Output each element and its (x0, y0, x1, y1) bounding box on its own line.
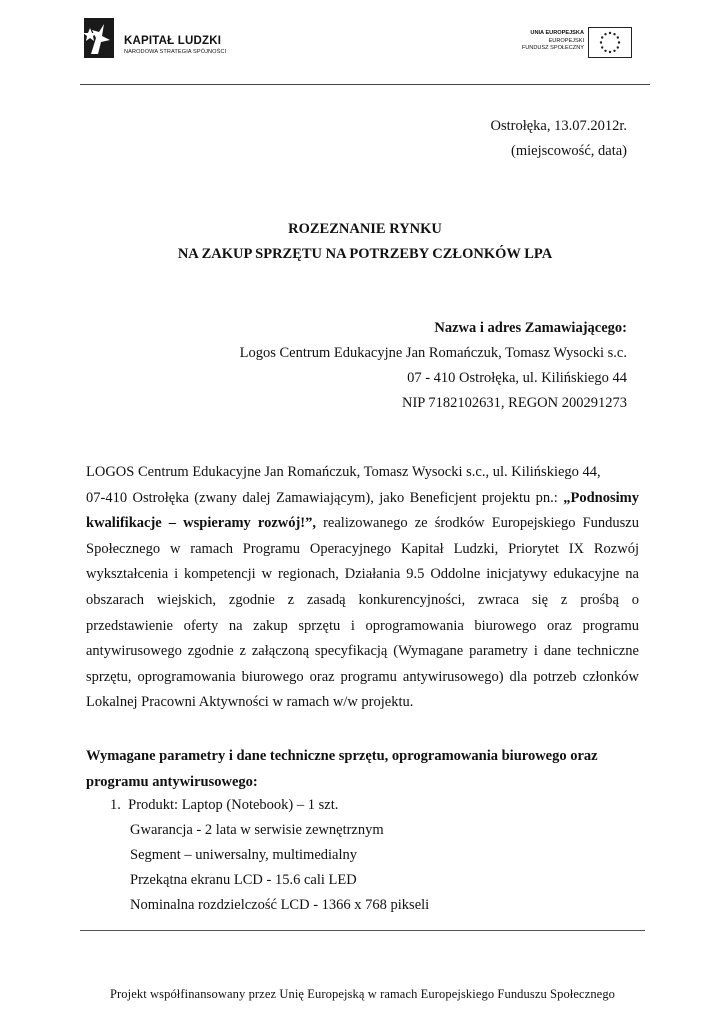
eu-logo-text (480, 30, 584, 53)
body-line (86, 511, 639, 537)
header-divider (80, 84, 650, 85)
kapital-ludzki-subtitle: NARODOWA STRATEGIA SPÓJNOŚCI (124, 49, 227, 55)
requirements-heading (86, 743, 598, 795)
eu-logo-line1: UNIA EUROPEJSKA (530, 30, 584, 36)
body-line: sprzętu, oprogramowania biurowego oraz programu antywirusowego) dla potrzeb członków (86, 668, 639, 685)
document-title: ROZEZNANIE RYNKU (288, 221, 442, 237)
body-line (86, 486, 639, 512)
list-item-product: Produkt: Laptop (Notebook) – 1 szt. (128, 797, 339, 813)
footer-divider (80, 930, 645, 931)
eu-logo-line3: FUNDUSZ SPOŁECZNY (521, 45, 584, 51)
body-line: Lokalnej Pracowni Aktywności w ramach w/w projektu. (86, 694, 414, 711)
body-text: 07-410 Ostrołęka (zwany dalej Zamawiającym), jako Beneficjent projektu pn.: (86, 489, 564, 506)
list-item (110, 797, 338, 814)
body-text: realizowanego ze środków Europejskiego Funduszu (316, 515, 639, 532)
requirements-heading-line2: programu antywirusowego: (86, 774, 258, 790)
place-date-caption: (miejscowość, data) (511, 143, 627, 159)
body-line: Społecznego w ramach Programu Operacyjnego Kapitał Ludzki, Priorytet IX Rozwój (86, 540, 639, 557)
body-line: obszarach wiejskich, zgodnie z zasadą konkurencyjności, zwraca się z prośbą o (86, 591, 639, 608)
body-line: LOGOS Centrum Edukacyjne Jan Romańczuk, Tomasz Wysocki s.c., ul. Kilińskiego 44, (86, 464, 601, 480)
spec-line: Segment – uniwersalny, multimedialny (130, 847, 357, 863)
body-paragraph (86, 460, 639, 716)
requirements-heading-line1: Wymagane parametry i dane techniczne sprzętu, oprogramowania biurowego oraz (86, 748, 598, 764)
orderer-heading: Nazwa i adres Zamawiającego: (434, 320, 627, 336)
orderer-address: 07 - 410 Ostrołęka, ul. Kilińskiego 44 (407, 370, 627, 386)
orderer-ids: NIP 7182102631, REGON 200291273 (401, 395, 627, 411)
orderer-name: Logos Centrum Edukacyjne Jan Romańczuk, Tomasz Wysocki s.c. (239, 345, 627, 361)
spec-line: Nominalna rozdzielczość LCD - 1366 x 768 pikseli (130, 897, 430, 913)
body-line: antywirusowego zgodnie z załączoną specyfikacją (Wymagane parametry i dane techniczne (86, 643, 639, 660)
project-name-part2: kwalifikacje – wspieramy rozwój!”, (86, 515, 317, 532)
spec-line: Gwarancja - 2 lata w serwisie zewnętrznym (130, 822, 384, 838)
document-subtitle: NA ZAKUP SPRZĘTU NA POTRZEBY CZŁONKÓW LPA (177, 246, 553, 262)
spec-line: Przekątna ekranu LCD - 15.6 cali LED (130, 872, 357, 888)
kapital-ludzki-title: KAPITAŁ LUDZKI (124, 35, 222, 47)
place-date: Ostrołęka, 13.07.2012r. (490, 118, 627, 134)
body-line: przedstawienie oferty na zakup sprzętu i oprogramowania biurowego oraz programu (86, 617, 639, 634)
project-name-part1: „Podnosimy (563, 489, 639, 506)
list-item-number: 1. (110, 797, 121, 813)
eu-flag-icon (588, 27, 632, 58)
eu-logo-line2: EUROPEJSKI (548, 37, 584, 44)
footer-note: Projekt współfinansowany przez Unię Europejską w ramach Europejskiego Funduszu Społecznego (109, 987, 616, 1001)
body-line: wykształcenia i kompetencji w regionach, Działania 9.5 Oddolne inicjatywy edukacyjne na (86, 566, 639, 583)
